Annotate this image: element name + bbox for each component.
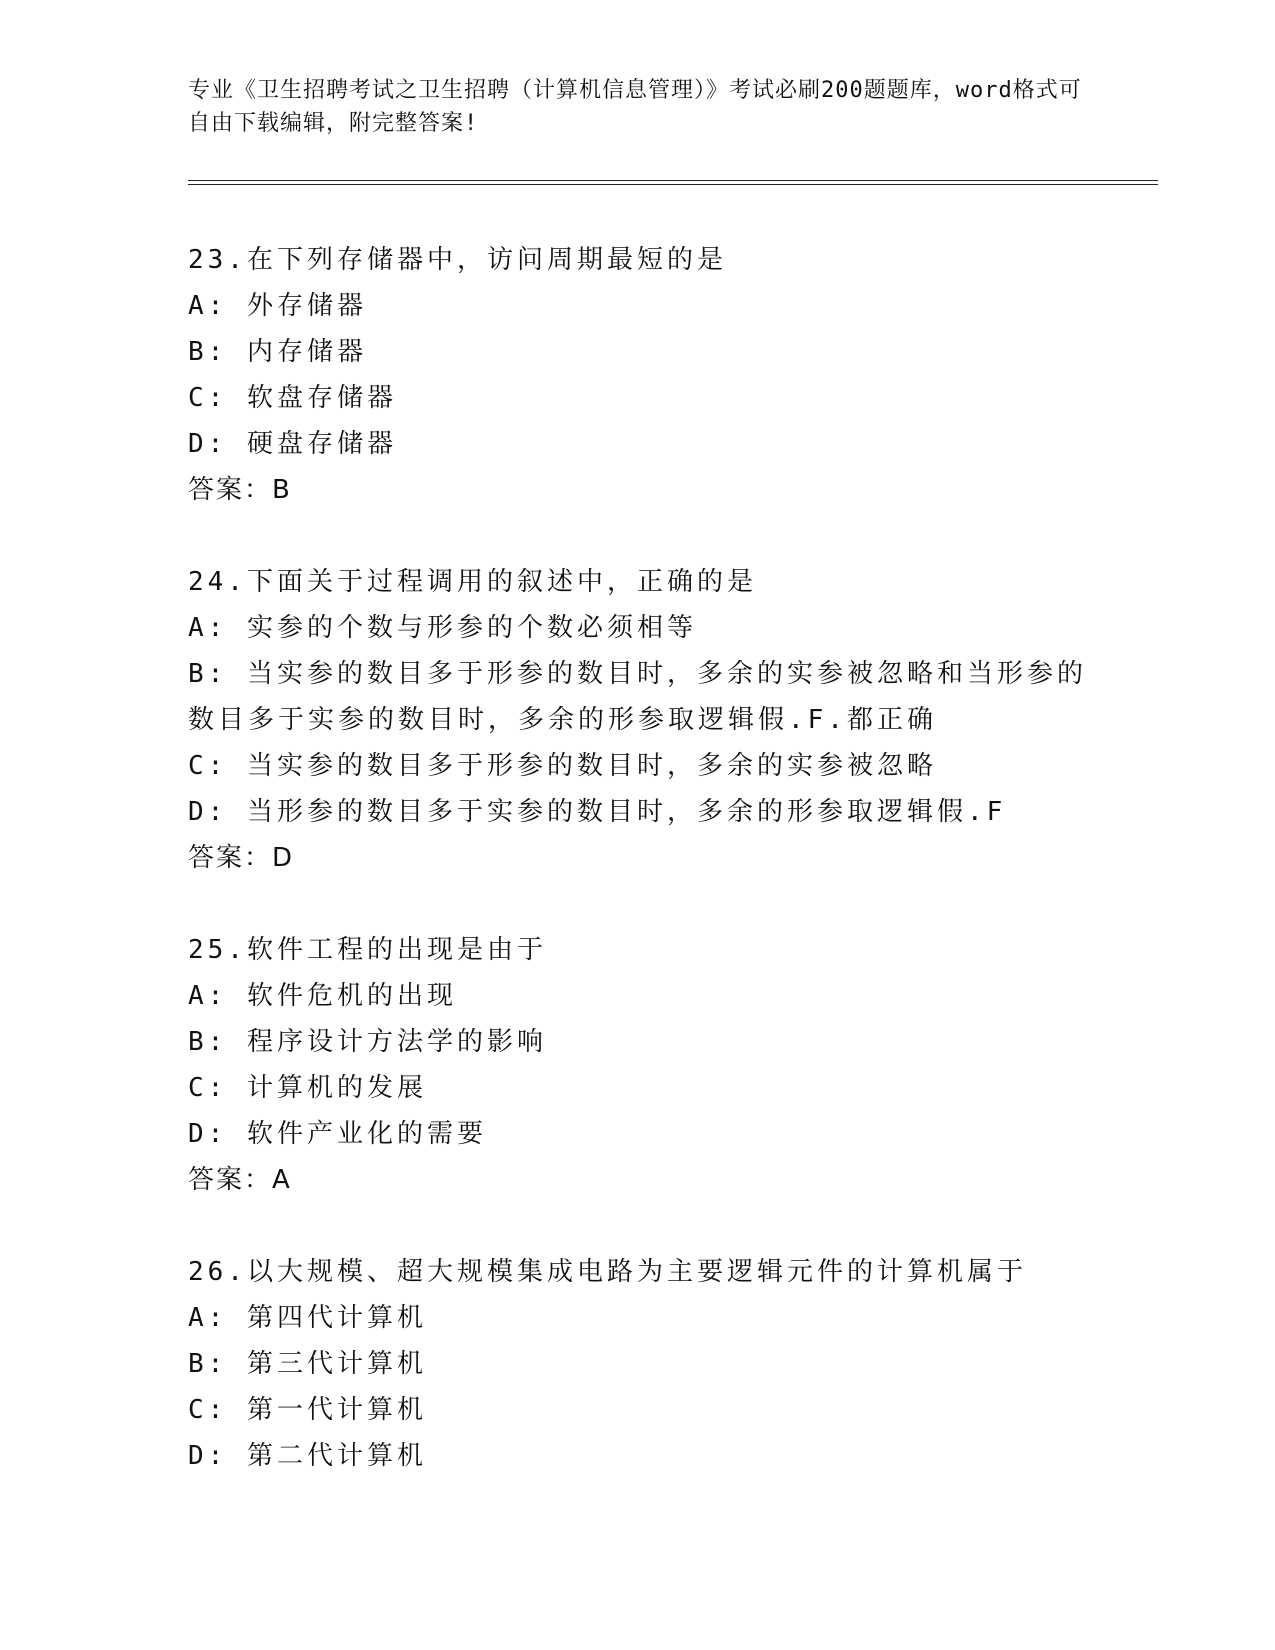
option-b: B: 内存储器 — [188, 337, 367, 367]
option-a: A: 外存储器 — [188, 291, 367, 321]
header-divider-bottom — [188, 184, 1158, 185]
answer-line: 答案：D — [188, 843, 295, 873]
header-divider-top — [188, 180, 1158, 181]
question-23 — [188, 237, 1088, 513]
question-stem: 25.软件工程的出现是由于 — [188, 935, 547, 965]
option-b: B: 程序设计方法学的影响 — [188, 1027, 547, 1057]
option-a: A: 实参的个数与形参的个数必须相等 — [188, 613, 697, 643]
option-d: D: 当形参的数目多于实参的数目时，多余的形参取逻辑假.F — [188, 797, 1007, 827]
question-25 — [188, 927, 1088, 1203]
question-24 — [188, 559, 1088, 881]
question-stem: 23.在下列存储器中，访问周期最短的是 — [188, 245, 727, 275]
question-26 — [188, 1249, 1088, 1479]
document-header: 专业《卫生招聘考试之卫生招聘（计算机信息管理）》考试必刷200题题库，word格式可自由下载编辑，附完整答案! — [188, 78, 1082, 136]
option-a: A: 第四代计算机 — [188, 1303, 427, 1333]
option-d: D: 第二代计算机 — [188, 1441, 427, 1471]
answer-line: 答案：A — [188, 1165, 292, 1195]
option-a: A: 软件危机的出现 — [188, 981, 457, 1011]
option-c: C: 软盘存储器 — [188, 383, 397, 413]
option-b: B: 第三代计算机 — [188, 1349, 427, 1379]
option-d: D: 软件产业化的需要 — [188, 1119, 487, 1149]
option-b: B: 当实参的数目多于形参的数目时，多余的实参被忽略和当形参的数目多于实参的数目时，多余的形参取逻辑假.F.都正确 — [188, 659, 1087, 735]
question-stem: 26.以大规模、超大规模集成电路为主要逻辑元件的计算机属于 — [188, 1257, 1027, 1287]
option-c: C: 计算机的发展 — [188, 1073, 427, 1103]
question-list — [188, 237, 1088, 1525]
question-stem: 24.下面关于过程调用的叙述中，正确的是 — [188, 567, 757, 597]
answer-line: 答案：B — [188, 475, 292, 505]
option-c: C: 第一代计算机 — [188, 1395, 427, 1425]
option-c: C: 当实参的数目多于形参的数目时，多余的实参被忽略 — [188, 751, 937, 781]
option-d: D: 硬盘存储器 — [188, 429, 397, 459]
